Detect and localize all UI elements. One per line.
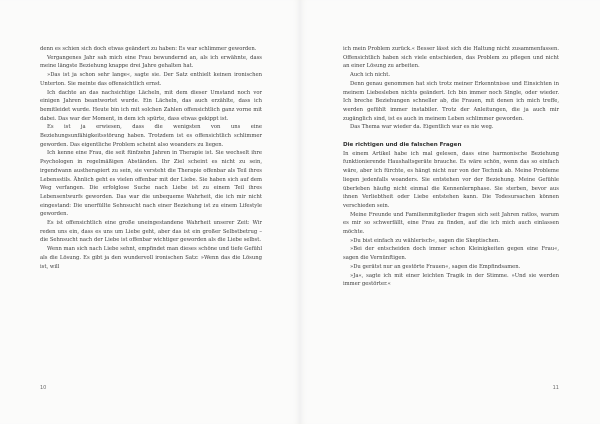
paragraph: Wenn man sich nach Liebe sehnt, empfindet man dieses schöne und tiefe Gefühl als die Lösung. Es gibt ja den wundervoll ironischen Satz: »Wenn das die Lösung ist, will [40, 246, 262, 270]
paragraph: ich mein Problem zurück.« Besser lässt sich die Haltung nicht zusammenfassen. Offensichtlich haben sich viele entschieden, das Problem zu pflegen und nicht an einer Lösung zu arbeiten. [343, 46, 559, 70]
paragraph: In einem Artikel habe ich mal gelesen, dass eine harmonische Beziehung funktionierende Haushaltsgeräte brauche. Es wäre schön, wenn das so einfach wäre, aber ich fürchte, es hängt nicht nur von der Technik ab. Meine Probleme liegen jedenfalls woanders. Sie entstehen vor der Beziehung. Meine Gefühle überleben häufig nicht einmal die Kennenlernphase. Sie sterben, bevor aus ihnen Verliebtheit oder Liebe entstehen kann. Die Todesursachen können verschieden sein. [343, 150, 559, 209]
paragraph: »Du bist einfach zu wählerisch«, sagen die Skeptischen. [350, 237, 500, 244]
paragraph: denn es schien sich doch etwas geändert zu haben: Es war schlimmer geworden. [40, 46, 257, 52]
paragraph: »Du gerätst nur an gestörte Frauen«, sagen die Empfindsamen. [350, 263, 521, 270]
paragraph: »Bei der entscheiden doch immer schon Kleinigkeiten gegen eine Frau«, sagen die Vernünftigen. [343, 246, 559, 262]
section-heading: Die richtigen und die falschen Fragen [343, 142, 462, 149]
page-number: 11 [552, 385, 559, 391]
paragraph: »Das ist ja schon sehr lange«, sagte sie. Der Satz enthielt keinen ironischen Unterton. Sie meinte das offensichtlich ernst. [40, 72, 262, 87]
paragraph: Denn genau genommen hat sich trotz meiner Erkenntnisse und Einsichten in meinem Liebesleben nichts geändert. Ich bin immer noch Single, oder wieder. Ich breche Beziehungen schneller ab, die Frauen, mit denen ich mich treffe, werden gefühlt immer instabiler. Trotz der Anleitungen, die ja auch mir zugänglich sind, ist es auch in meinem Leben schlimmer geworden. [343, 80, 559, 122]
left-page-text [40, 45, 262, 271]
paragraph: Meine Freunde und Familienmitglieder fragen sich seit Jahren ratlos, warum es mir so schwerfällt, eine Frau zu finden, auf die ich mich auch einlassen möchte. [343, 211, 559, 236]
paragraph: Das Thema war wieder da. Eigentlich war es nie weg. [350, 124, 494, 131]
paragraph: Ich kenne eine Frau, die seit fünfzehn Jahren in Therapie ist. Sie wechselt ihre Psychologen in regelmäßigen Abständen. Ihr Ziel scheint es nicht zu sein, irgendwann austherapiert zu sein, sie versteht die Therapie offenbar als Teil ihres Lebensstils. Ähnlich geht es vielen offenbar mit der Liebe. Sie haben sich auf dem Weg verfangen. Die erfolglose Suche nach Liebe ist zu einem Teil ihres Lebensentwurfs geworden. Das war die unbequeme Wahrheit, die ich mir nicht eingestand: Die unerfüllte Sehnsucht nach einer Beziehung ist zu einem Lifestyle geworden. [40, 150, 262, 218]
paragraph: Vergangenes Jahr sah mich eine Frau bewundernd an, als ich erwähnte, dass meine längste Beziehung knappe drei Jahre gehalten hat. [40, 54, 262, 70]
paragraph: »Ja«, sagte ich mit einer leichten Tragik in der Stimme. »Und sie werden immer gestörter.« [343, 272, 559, 288]
page-number: 10 [40, 385, 47, 391]
paragraph: Auch ich nicht. [350, 72, 390, 79]
paragraph: Es ist offensichtlich eine große uneingestandene Wahrheit unserer Zeit: Wir reden uns ein, dass es uns um Liebe geht, aber das ist ein großer Selbstbetrug – die Sehnsucht nach der Liebe ist offenbar wichtiger geworden als die Liebe selbst. [40, 220, 262, 244]
paragraph: Es ist ja erwiesen, dass die wenigsten von uns eine Beziehungsunfähigkeitsstörung haben. Trotzdem ist es offensichtlich schlimmer geworden. Das eigentliche Problem scheint also woanders zu liegen. [40, 124, 262, 148]
paragraph: Ich dachte an das nachsichtige Lächeln, mit dem dieser Umstand noch vor einigen Jahren beantwortet wurde. Ein Lächeln, das auch erzählte, dass ich bemitleidet wurde. Heute bin ich mit solchen Zahlen offensichtlich ganz vorne mit dabei. Das war der Moment, in dem ich spürte, dass etwas gekippt ist. [40, 89, 262, 122]
right-page-text [343, 45, 559, 289]
right-page [300, 0, 600, 424]
